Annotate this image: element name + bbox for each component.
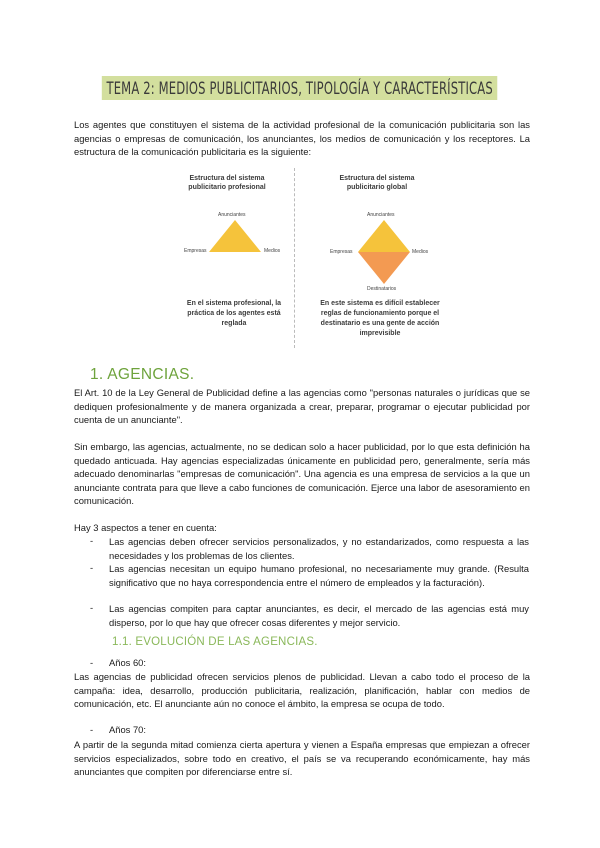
paragraph-anos-70: A partir de la segunda mitad comienza cierta apertura y vienen a España empresas que empiezan a ofrecer servicios especializados, sobre todo en creativo, el país se va recuperando económicamente, hay más anunciantes que compiten por diferenciarse entre sí. [74, 739, 530, 778]
bullet-dash: - [90, 562, 94, 573]
intro-paragraph: Los agentes que constituyen el sistema de la actividad profesional de la comunicación publicitaria son las agencias o empresas de comunicación, los anunciantes, los medios de comunicación y los receptores. La estructura de la comunicación publicitaria es la siguiente: [74, 119, 530, 158]
bullet-dash: - [90, 657, 94, 668]
left-diagram-title: Estructura del sistema publicitario profesional [188, 175, 266, 191]
paragraph-art10: El Art. 10 de la Ley General de Publicidad define a las agencias como "personas naturales o jurídicas que se dediquen profesionalmente y de manera organizada a crear, preparar, programar o ejecutar publicidad por cuenta de un anunciante". [74, 387, 530, 426]
paragraph-sin-embargo: Sin embargo, las agencias, actualmente, no se dedican solo a hacer publicidad, por lo que esta definición ha quedado anticuada. Hay agencias especializadas únicamente en publicidad pero, generalmente, sería más adecuado denominarlas "empresas de comunicación". Una agencia es una empresa de servicios a la que un anunciante contrata para que lleve a cabo funciones de comunicación. Ejerce una labor de asesoramiento en comunicación. [74, 441, 530, 507]
document-title: TEMA 2: MEDIOS PUBLICITARIOS, TIPOLOGÍA Y CARACTERÍSTICAS [102, 76, 498, 100]
section-heading-agencias: 1. AGENCIAS. [90, 366, 195, 383]
right-diamond [357, 219, 411, 285]
right-diagram-title: Estructura del sistema publicitario global [339, 175, 415, 191]
years-70-label: Años 70: [109, 724, 147, 735]
left-label-empresas: Empresas [184, 248, 207, 254]
right-label-anunciantes: Anunciantes [367, 212, 395, 218]
left-triangle [208, 219, 262, 253]
subsection-heading-evolucion: 1.1. EVOLUCIÓN DE LAS AGENCIAS. [112, 636, 318, 648]
right-diagram-caption: En este sistema es difícil establecer reglas de funcionamiento porque el destinatario es una gente de acción imprevisible [320, 300, 440, 337]
left-label-medios: Medios [264, 248, 281, 254]
bullet-item: Las agencias deben ofrecer servicios personalizados, y no estandarizados, como respuesta a las necesidades y los problemas de los clientes. [109, 536, 529, 561]
paragraph-anos-60: Las agencias de publicidad ofrecen servicios plenos de publicidad. Llevan a cabo todo el proceso de la campaña: idea, desarrollo, producción publicitaria, realización, planificación, hablar con medios de comunicación, etc. El anunciante aún no conoce el ámbito, la empresa se ocupa de todo. [74, 671, 530, 710]
right-label-empresas: Empresas [330, 249, 353, 255]
structure-diagram [172, 168, 448, 348]
years-60-label: Años 60: [109, 657, 147, 668]
bullet-item: Las agencias compiten para captar anunciantes, es decir, el mercado de las agencias está muy disperso, por lo que hay que ofrecer cosas diferentes y mejor servicio. [109, 603, 529, 628]
left-triangle-shape [209, 220, 261, 252]
diagram-divider [294, 168, 295, 348]
right-label-destinatarios: Destinatarios [367, 286, 397, 292]
left-diagram-caption: En el sistema profesional, la práctica de los agentes está reglada [186, 300, 282, 327]
left-label-anunciantes: Anunciantes [218, 212, 246, 218]
paragraph-aspectos: Hay 3 aspectos a tener en cuenta: [74, 522, 217, 533]
bullet-dash: - [90, 724, 94, 735]
right-upper-triangle [358, 220, 410, 252]
bullet-dash: - [90, 535, 94, 546]
title-container [0, 76, 600, 100]
right-lower-triangle [358, 252, 410, 284]
bullet-dash: - [90, 602, 94, 613]
bullet-item: Las agencias necesitan un equipo humano profesional, no necesariamente muy grande. (Resulta significativo que no haya correspondencia entre el número de empleados y la facturación). [109, 563, 529, 588]
right-label-medios: Medios [412, 249, 429, 255]
